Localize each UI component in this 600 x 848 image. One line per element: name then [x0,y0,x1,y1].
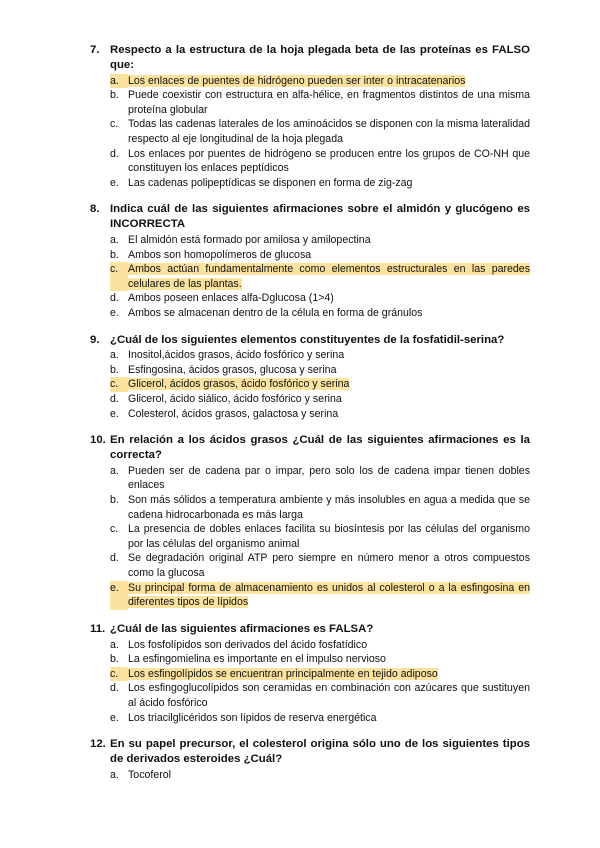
question-number: 10. [90,434,106,447]
option-letter: b. [110,494,119,507]
question-text: ¿Cuál de las siguientes afirmaciones es FALSA? [110,622,374,635]
option-text-wrapper [128,711,530,726]
option-text: Los triacilglicéridos son lípidos de reserva energética [128,711,377,724]
answer-option [110,117,530,146]
option-text-wrapper [128,88,530,117]
answer-option-highlighted [110,74,530,89]
option-text: Colesterol, ácidos grasos, galactosa y serina [128,407,339,420]
option-letter: c. [110,523,119,536]
option-text: Inositol,ácidos grasos, ácido fosfórico y serina [128,349,345,362]
option-text: Esfingosina, ácidos grasos, glucosa y serina [128,363,337,376]
question-text: Indica cuál de las siguientes afirmaciones sobre el almidón y glucógeno es INCORRECTA [110,203,530,231]
option-text-wrapper [128,638,530,653]
option-letter: b. [110,89,119,102]
answer-option-highlighted [110,581,530,610]
question-heading [90,433,530,463]
question-number: 12. [90,738,106,751]
option-text: Ambos poseen enlaces alfa-Dglucosa (1>4) [128,292,334,305]
option-text-wrapper [128,464,530,493]
answer-options [110,464,530,610]
answer-option [110,363,530,378]
question-heading [90,622,530,637]
question-number: 7. [90,44,100,56]
option-letter: e. [110,176,119,189]
answer-option [110,551,530,580]
option-text-wrapper [128,147,530,176]
answer-option [110,392,530,407]
option-text-wrapper [128,407,530,422]
option-text-wrapper [128,667,530,682]
question-text: Respecto a la estructura de la hoja plegada beta de las proteínas es FALSO que: [110,44,530,71]
option-text-wrapper [128,117,530,146]
option-letter: a. [110,768,119,781]
answer-options [110,348,530,421]
option-letter: c. [110,377,128,392]
answer-option [110,88,530,117]
question-heading [90,43,530,73]
answer-option [110,348,530,363]
option-text: La esfingomielina es importante en el impulso nervioso [128,653,386,666]
answer-option [110,638,530,653]
question-heading [90,333,530,348]
option-letter: a. [110,233,119,246]
option-text-wrapper [128,581,530,610]
question-10 [90,433,530,610]
option-text: Los enlaces de puentes de hidrógeno pueden ser inter o intracatenarios [128,74,466,87]
answer-option [110,464,530,493]
option-letter: a. [110,638,119,651]
option-text: El almidón está formado por amilosa y amilopectina [128,233,371,246]
answer-option [110,233,530,248]
option-text: Los esfingoglucolípidos son ceramidas en combinación con azúcares que sustituyen al ácido fosfórico [128,682,530,709]
option-text-wrapper [128,348,530,363]
answer-options [110,768,530,783]
option-text: Las cadenas polipeptídicas se disponen en forma de zig-zag [128,176,413,189]
option-text-wrapper [128,291,530,306]
option-text-wrapper [128,768,530,783]
answer-option [110,522,530,551]
question-8 [90,202,530,320]
option-text: Ambos son homopolímeros de glucosa [128,248,312,261]
question-7 [90,43,530,190]
option-letter: d. [110,147,119,160]
option-text-wrapper [128,551,530,580]
option-text: Son más sólidos a temperatura ambiente y más insolubles en agua a medida que se cadena hidrocarbonada es más larga [128,494,530,521]
answer-options [110,233,530,321]
option-letter: d. [110,292,119,305]
option-text-wrapper [128,176,530,191]
option-text: Pueden ser de cadena par o impar, pero solo los de cadena impar tienen dobles enlaces [128,464,530,492]
question-text: En su papel precursor, el colesterol origina sólo uno de los siguientes tipos de derivados esteroides ¿Cuál? [110,738,530,765]
option-text: Ambos se almacenan dentro de la célula en forma de gránulos [128,306,423,319]
question-number: 9. [90,333,100,346]
option-letter: b. [110,248,119,261]
option-text: Glicerol, ácidos grasos, ácido fosfórico y serina [128,378,350,391]
option-text-wrapper [128,248,530,263]
option-letter: e. [110,581,128,610]
option-letter: d. [110,552,119,565]
option-text-wrapper [128,262,530,291]
answer-option-highlighted [110,667,530,682]
question-12 [90,737,530,782]
option-letter: e. [110,711,119,724]
answer-option [110,681,530,710]
option-text-wrapper [128,306,530,321]
answer-option [110,652,530,667]
option-text: Todas las cadenas laterales de los aminoácidos se disponen con la misma lateralidad respecto al eje longitudinal de la hoja plegada [128,118,530,145]
answer-option [110,147,530,176]
option-letter: a. [110,349,119,362]
option-text-wrapper [128,522,530,551]
answer-option [110,407,530,422]
question-heading [90,202,530,232]
option-letter: a. [110,464,119,477]
answer-option [110,768,530,783]
question-number: 11. [90,622,106,635]
option-text: Puede coexistir con estructura en alfa-hélice, en fragmentos distintos de una misma proteína globular [128,89,530,116]
option-letter: c. [110,118,119,131]
answer-options [110,638,530,726]
option-text: Tocoferol [128,768,171,781]
question-9 [90,333,530,422]
option-text: Su principal forma de almacenamiento es unidos al colesterol o a la esfingosina en diferentes tipos de lípidos [128,581,530,609]
question-text: En relación a los ácidos grasos ¿Cuál de las siguientes afirmaciones es la correcta? [110,434,530,462]
answer-option-highlighted [110,377,530,392]
option-text: Glicerol, ácido siálico, ácido fosfórico y serina [128,393,342,406]
option-text-wrapper [128,363,530,378]
option-letter: b. [110,653,119,666]
option-text: Los fosfolípidos son derivados del ácido fosfatídico [128,638,368,651]
question-heading [90,737,530,767]
answer-option [110,248,530,263]
option-letter: c. [110,667,128,682]
option-text-wrapper [128,74,530,89]
option-letter: d. [110,682,119,695]
option-letter: e. [110,306,119,319]
answer-option [110,711,530,726]
answer-option [110,493,530,522]
option-text: La presencia de dobles enlaces facilita su biosíntesis por las células del organismo por las células del organismo animal [128,523,530,550]
option-letter: b. [110,363,119,376]
option-text-wrapper [128,681,530,710]
option-letter: d. [110,393,119,406]
answer-option-highlighted [110,262,530,291]
answer-option [110,306,530,321]
option-text: Se degradación original ATP pero siempre en número menor a otros compuestos como la glucosa [128,552,530,580]
question-text: ¿Cuál de los siguientes elementos constituyentes de la fosfatidil-serina? [110,333,505,346]
option-text-wrapper [128,652,530,667]
question-11 [90,622,530,725]
option-text: Los enlaces por puentes de hidrógeno se producen entre los grupos de CO-NH que constituyen los enlaces peptídicos [128,147,530,175]
option-letter: a. [110,74,128,89]
option-text: Ambos actúan fundamentalmente como elementos estructurales en las paredes celulares de las plantas. [128,263,530,290]
question-number: 8. [90,203,100,216]
question-list [90,43,530,794]
option-text-wrapper [128,493,530,522]
option-text-wrapper [128,233,530,248]
option-letter: c. [110,262,128,291]
answer-options [110,74,530,191]
answer-option [110,176,530,191]
option-letter: e. [110,407,119,420]
option-text: Los esfingolípidos se encuentran principalmente en tejido adiposo [128,667,438,680]
answer-option [110,291,530,306]
option-text-wrapper [128,377,530,392]
option-text-wrapper [128,392,530,407]
